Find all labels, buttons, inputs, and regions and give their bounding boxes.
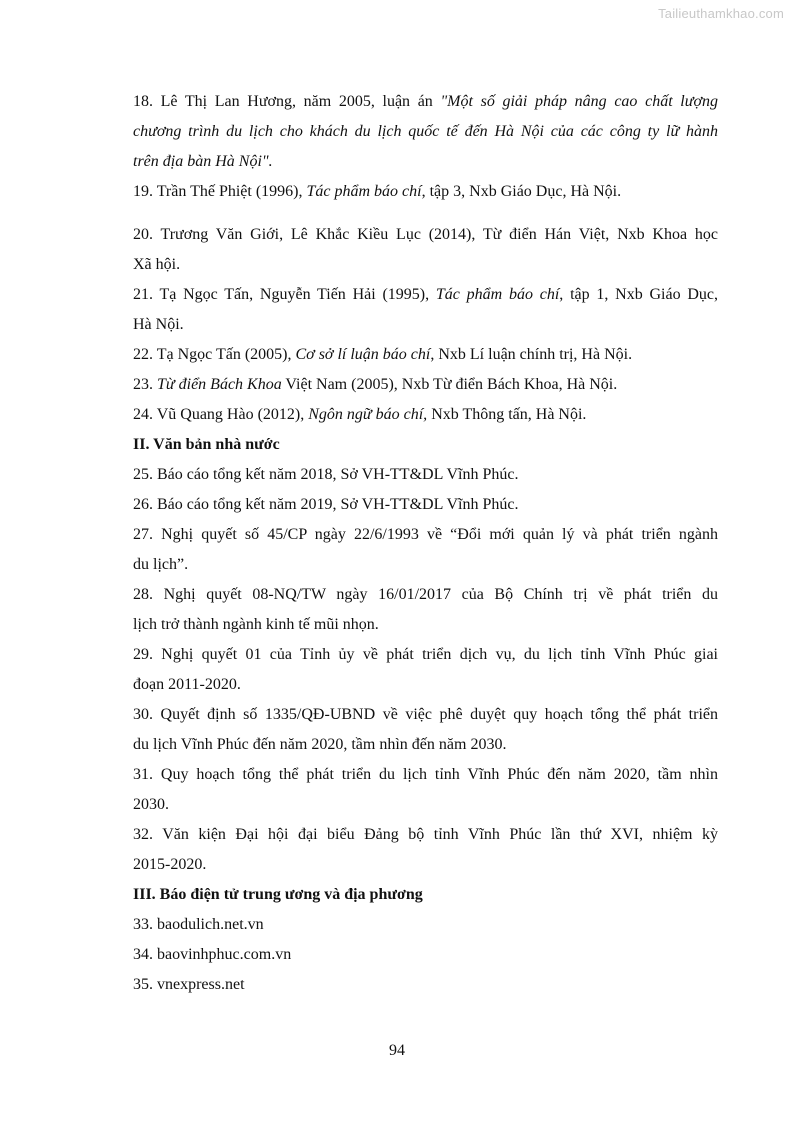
italic-title: Ngôn ngữ báo chí, <box>308 406 428 423</box>
text-line <box>133 225 718 245</box>
text-line <box>133 825 718 845</box>
text-line <box>133 435 718 455</box>
text-span: 21. Tạ Ngọc Tấn, Nguyễn Tiến Hải (1995), <box>133 286 436 303</box>
text-span: du lịch”. <box>133 556 189 573</box>
text-line <box>133 405 718 425</box>
text-span: , Nxb Lí luận chính trị, Hà Nội. <box>430 346 633 363</box>
text-line <box>133 285 718 305</box>
text-span: 27. Nghị quyết số 45/CP ngày 22/6/1993 về “Đổi mới quản lý và phát triển ngành <box>133 526 718 543</box>
text-line <box>133 92 718 112</box>
page-number: 94 <box>389 1042 405 1059</box>
text-span: lịch trở thành ngành kinh tế mũi nhọn. <box>133 616 379 633</box>
text-line <box>133 375 718 395</box>
text-span: III. Báo điện tử trung ương và địa phương <box>133 886 423 903</box>
text-span: 22. Tạ Ngọc Tấn (2005), <box>133 346 296 363</box>
italic-title: Cơ sở lí luận báo chí <box>295 346 431 363</box>
text-line <box>133 765 718 785</box>
text-line <box>133 795 718 815</box>
text-span: 20. Trương Văn Giới, Lê Khắc Kiều Lục (2014), Từ điển Hán Việt, Nxb Khoa học <box>133 226 718 243</box>
text-span: 2015-2020. <box>133 856 207 873</box>
text-span: 18. Lê Thị Lan Hương, năm 2005, luận án <box>133 93 441 110</box>
text-span: 24. Vũ Quang Hào (2012), <box>133 406 309 423</box>
text-line <box>133 152 718 172</box>
text-span: du lịch Vĩnh Phúc đến năm 2020, tầm nhìn đến năm 2030. <box>133 736 507 753</box>
text-line <box>133 735 718 755</box>
text-span: Việt Nam (2005), Nxb Từ điển Bách Khoa, Hà Nội. <box>281 376 618 393</box>
text-line <box>133 122 718 142</box>
text-line <box>133 705 718 725</box>
italic-title: Tác phẩm báo chí <box>306 183 422 200</box>
text-span: 30. Quyết định số 1335/QĐ-UBND về việc phê duyệt quy hoạch tổng thể phát triển <box>133 706 718 723</box>
text-line <box>133 495 718 515</box>
text-line <box>133 182 718 202</box>
text-span: , tập 3, Nxb Giáo Dục, Hà Nội. <box>421 183 622 200</box>
text-line <box>133 645 718 665</box>
italic-title: trên địa bàn Hà Nội". <box>133 153 273 170</box>
text-line <box>133 885 718 905</box>
text-span: 2030. <box>133 796 169 813</box>
text-span: , tập 1, Nxb Giáo Dục, <box>559 286 719 303</box>
text-span: Xã hội. <box>133 256 181 273</box>
text-span: 32. Văn kiện Đại hội đại biểu Đảng bộ tỉnh Vĩnh Phúc lần thứ XVI, nhiệm kỳ <box>133 826 718 843</box>
text-span: 19. Trần Thế Phiệt (1996), <box>133 183 307 200</box>
text-line <box>133 915 718 935</box>
text-span: 23. <box>133 376 157 393</box>
text-span: 28. Nghị quyết 08-NQ/TW ngày 16/01/2017 của Bộ Chính trị về phát triển du <box>133 586 718 603</box>
text-line <box>133 465 718 485</box>
text-span: Nxb Thông tấn, Hà Nội. <box>427 406 587 423</box>
text-span: 33. baodulich.net.vn <box>133 916 264 933</box>
italic-title: "Một số giải pháp nâng cao chất lượng <box>440 93 719 110</box>
text-line <box>133 315 718 335</box>
text-line <box>133 675 718 695</box>
text-line <box>133 585 718 605</box>
text-span: 26. Báo cáo tổng kết năm 2019, Sở VH-TT&DL Vĩnh Phúc. <box>133 496 519 513</box>
text-line <box>133 555 718 575</box>
text-span: 29. Nghị quyết 01 của Tỉnh ủy về phát triển dịch vụ, du lịch tỉnh Vĩnh Phúc giai <box>133 646 718 663</box>
text-line <box>133 615 718 635</box>
text-span: đoạn 2011-2020. <box>133 676 241 693</box>
text-span: 35. vnexpress.net <box>133 976 245 993</box>
text-line <box>133 255 718 275</box>
text-line <box>133 855 718 875</box>
text-span: Hà Nội. <box>133 316 184 333</box>
italic-title: Tác phẩm báo chí <box>435 286 560 303</box>
text-span: 34. baovinhphuc.com.vn <box>133 946 292 963</box>
text-line <box>133 975 718 995</box>
text-line <box>133 345 718 365</box>
text-span: 31. Quy hoạch tổng thể phát triển du lịch tỉnh Vĩnh Phúc đến năm 2020, tầm nhìn <box>133 766 718 783</box>
watermark: Tailieuthamkhao.com <box>658 6 784 21</box>
text-line <box>133 945 718 965</box>
text-span: 25. Báo cáo tổng kết năm 2018, Sở VH-TT&DL Vĩnh Phúc. <box>133 466 519 483</box>
italic-title: chương trình du lịch cho khách du lịch quốc tế đến Hà Nội của các công ty lữ hành <box>133 123 718 140</box>
text-line <box>133 525 718 545</box>
text-span: II. Văn bản nhà nước <box>133 436 280 453</box>
italic-title: Từ điển Bách Khoa <box>157 376 282 393</box>
